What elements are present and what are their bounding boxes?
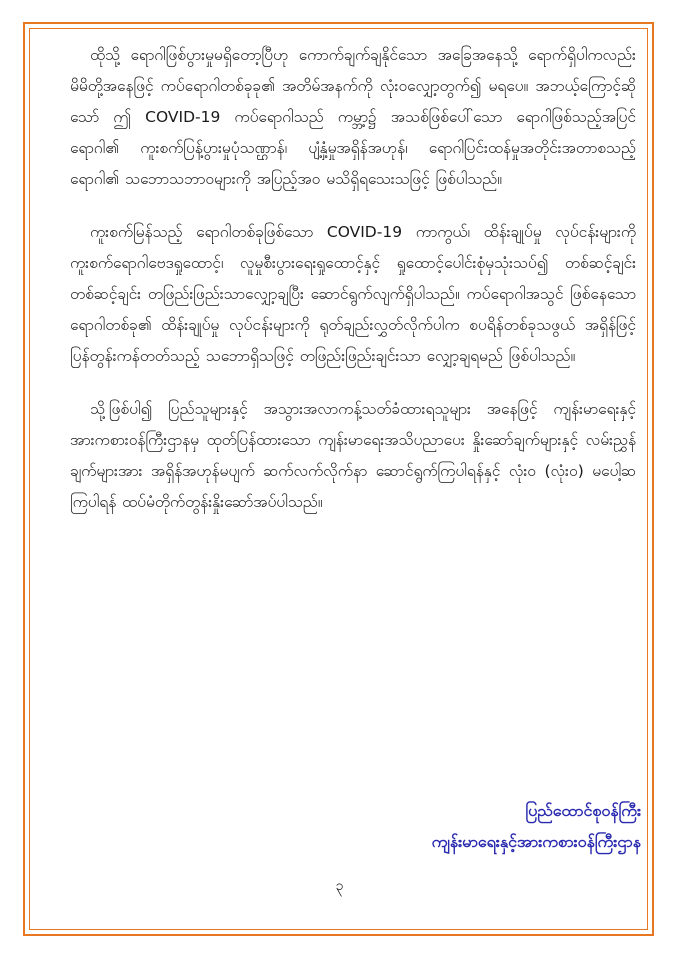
signature-ministry: ကျန်းမာရေးနှင့်အားကစားဝန်ကြီးဌာန	[431, 832, 641, 851]
signature-block	[432, 795, 641, 857]
paragraph-1: ထိုသို့ ရောဂါဖြစ်ပွားမှုမရှိတော့ပြီဟု ကောက်ချက်ချနိုင်သော အခြေအနေသို့ ရောက်ရှိပါကလည်း မိမိတို့အနေဖြင့် ကပ်ရောဂါတစ်ခုခု၏ အတိမ်အနက်ကို လုံးဝလျှော့တွက်၍ မရပေ။ အဘယ့်ကြောင့်ဆိုသော် ဤ COVID-19 ကပ်ရောဂါသည် ကမ္ဘာ့၌ အသစ်ဖြစ်ပေါ်သော ရောဂါဖြစ်သည့်အပြင် ရောဂါ၏ ကူးစက်ပြန့်ပွားမှုပုံသဏ္ဌာန်၊ ပျံ့နှံ့မှုအရှိန်အဟုန်၊ ရောဂါပြင်းထန်မှုအတိုင်းအတာစသည့် ရောဂါ၏ သဘောသဘာဝများကို အပြည့်အဝ မသိရှိရသေးသဖြင့် ဖြစ်ပါသည်။	[70, 46, 636, 188]
paragraph-3: သို့ဖြစ်ပါ၍ ပြည်သူများနှင့် အသွားအလာကန့်သတ်ခံထားရသူများ အနေဖြင့် ကျန်းမာရေးနှင့်အားကစားဝန်ကြီးဌာနမှ ထုတ်ပြန်ထားသော ကျန်းမာရေးအသိပညာပေး နှိုးဆော်ချက်များနှင့် လမ်းညွှန်ချက်များအား အရှိန်အဟုန်မပျက် ဆက်လက်လိုက်နာ ဆောင်ရွက်ကြပါရန်နှင့် လုံးဝ (လုံးဝ) မပေါ့ဆကြပါရန် ထပ်မံတိုက်တွန်းနှိုးဆော်အပ်ပါသည်။	[70, 400, 636, 511]
paragraph-2: ကူးစက်မြန်သည့် ရောဂါတစ်ခုဖြစ်သော COVID-19 ကာကွယ်၊ ထိန်းချုပ်မှု လုပ်ငန်းများကို ကူးစက်ရောဂါဗေဒရှုထောင့်၊ လူမှုစီးပွားရေးရှုထောင့်နှင့် ရှုထောင့်ပေါင်းစုံမှသုံးသပ်၍ တစ်ဆင့်ချင်း တစ်ဆင့်ချင်း တဖြည်းဖြည်းသာလျှော့ချပြီး ဆောင်ရွက်လျက်ရှိပါသည်။ ကပ်ရောဂါအသွင် ဖြစ်နေသော ရောဂါတစ်ခု၏ ထိန်းချုပ်မှု လုပ်ငန်းများကို ရုတ်ချည်းလွှတ်လိုက်ပါက စပရိန်တစ်ခုသဖွယ် အရှိန်ဖြင့်ပြန်တွန်းကန်တတ်သည့် သဘောရှိသဖြင့် တဖြည်းဖြည်းချင်းသာ လျှော့ချရမည် ဖြစ်ပါသည်။	[70, 223, 636, 365]
signature-title: ပြည်ထောင်စုဝန်ကြီး	[525, 801, 641, 820]
document-body	[70, 40, 636, 540]
page-number: ၃	[335, 878, 344, 894]
